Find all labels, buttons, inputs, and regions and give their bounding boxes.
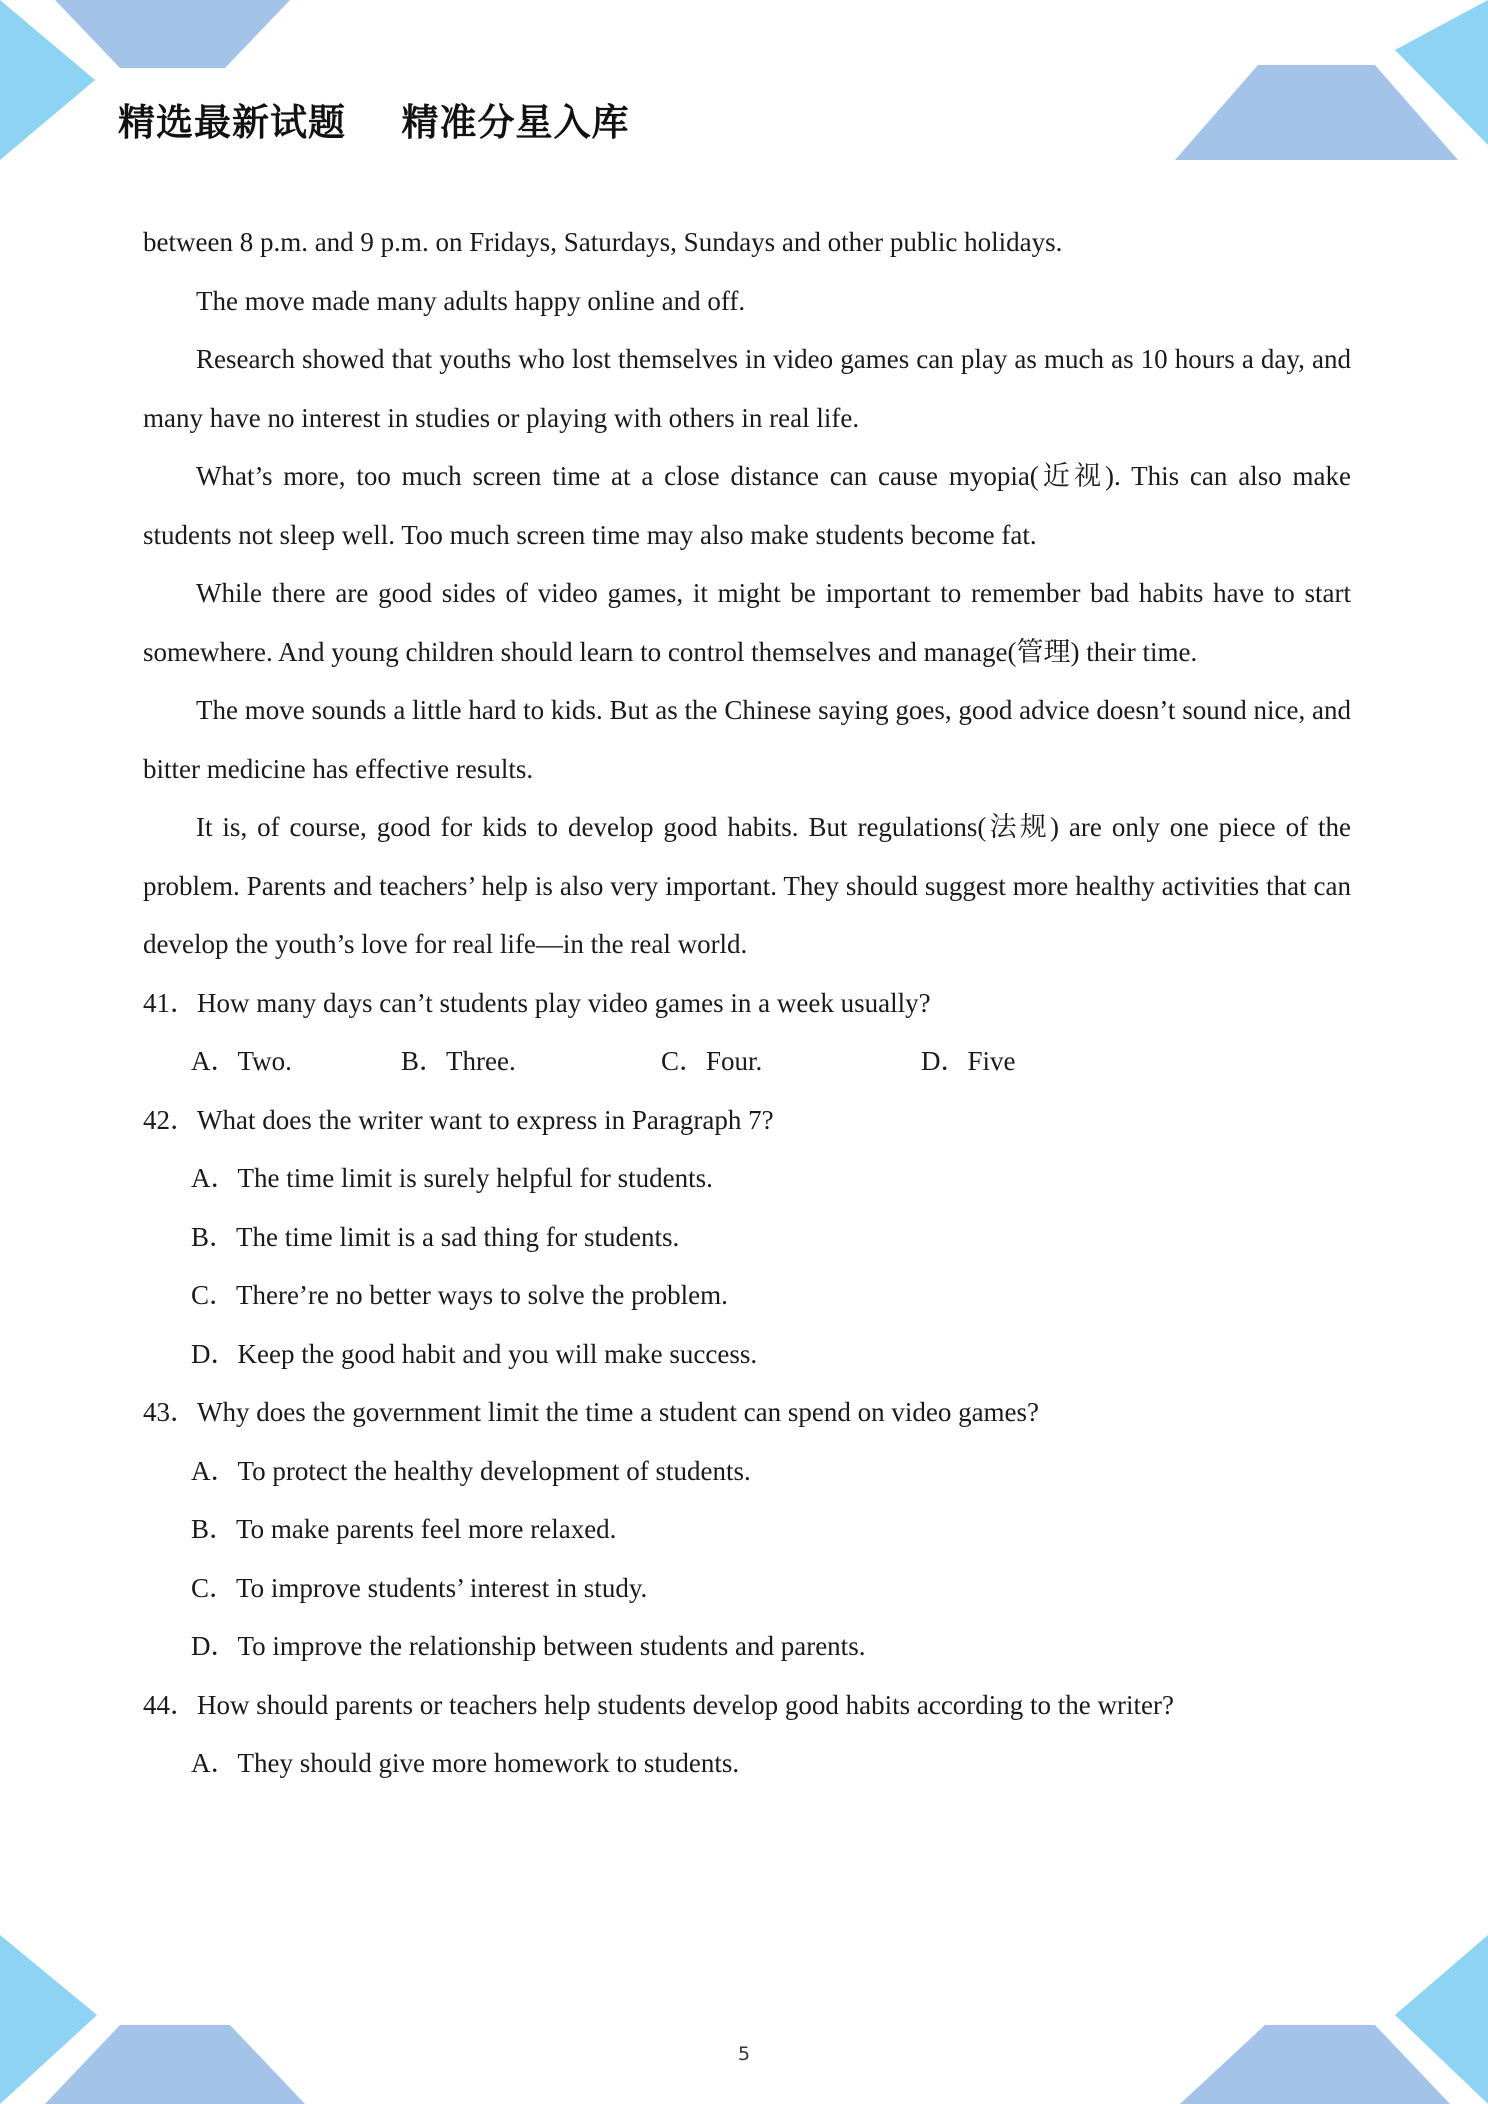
reading-passage [143, 213, 1351, 974]
option-a: A．The time limit is surely helpful for students. [191, 1163, 713, 1193]
passage-paragraph: Research showed that youths who lost themselves in video games can play as much as 10 hours a day, and many have no interest in studies or playing with others in real life. [143, 344, 1351, 433]
top-right-decoration [1175, 0, 1488, 160]
option-b: B．The time limit is a sad thing for students. [191, 1221, 680, 1252]
option-c: C．There’re no better ways to solve the problem. [191, 1280, 728, 1310]
page-content [143, 213, 1351, 1793]
question-43 [143, 1383, 1351, 1676]
bottom-right-decoration [1180, 1935, 1488, 2104]
options-row [143, 1032, 1351, 1091]
option-b: B．Three. [401, 1046, 516, 1076]
top-right-trapezoid [1175, 65, 1458, 160]
passage-paragraph: The move sounds a little hard to kids. But as the Chinese saying goes, good advice doesn’t sound nice, and bitter medicine has effective results. [143, 695, 1351, 784]
option-d: D．Five [921, 1046, 1016, 1076]
option-a: A．Two. [191, 1046, 292, 1076]
question-42 [143, 1091, 1351, 1384]
question-41 [143, 974, 1351, 1091]
bottom-left-decoration [0, 1935, 305, 2104]
bottom-right-triangle [1395, 1935, 1488, 2104]
header-title: 精选最新试题 精准分星入库 [118, 101, 630, 144]
passage-paragraph: What’s more, too much screen time at a close distance can cause myopia(近视). This can also make students not sleep well. Too much screen time may also make students become fat. [143, 461, 1351, 550]
passage-paragraph: between 8 p.m. and 9 p.m. on Fridays, Saturdays, Sundays and other public holidays. [143, 227, 1063, 257]
passage-paragraph: The move made many adults happy online and off. [196, 285, 746, 316]
top-left-triangle [0, 0, 95, 160]
option-d: D．Keep the good habit and you will make success. [191, 1338, 758, 1369]
question-stem: 41．How many days can’t students play video games in a week usually? [143, 987, 931, 1018]
option-d: D．To improve the relationship between students and parents. [191, 1631, 866, 1661]
passage-paragraph: It is, of course, good for kids to develop good habits. But regulations(法规) are only one piece of the problem. Parents and teachers’ help is also very important. They should suggest more healthy activities that can develop the youth’s love for real life—in the real world. [143, 812, 1351, 959]
question-44 [143, 1676, 1351, 1793]
page-number: 5 [737, 2043, 751, 2065]
top-right-triangle [1395, 0, 1488, 145]
option-a: A．To protect the healthy development of students. [191, 1455, 751, 1486]
question-stem: 43．Why does the government limit the time a student can spend on video games? [143, 1397, 1040, 1427]
option-c: C．To improve students’ interest in study. [191, 1572, 648, 1603]
question-stem: 42．What does the writer want to express in Paragraph 7? [143, 1104, 774, 1135]
passage-paragraph: While there are good sides of video games, it might be important to remember bad habits have to start somewhere. And young children should learn to control themselves and manage(管理) their time. [143, 578, 1351, 667]
bottom-left-triangle [0, 1935, 97, 2104]
option-a: A．They should give more homework to students. [191, 1748, 740, 1778]
option-c: C．Four. [661, 1046, 763, 1076]
top-left-trapezoid [55, 0, 290, 68]
question-stem: 44．How should parents or teachers help students develop good habits according to the writer? [143, 1689, 1174, 1720]
option-b: B．To make parents feel more relaxed. [191, 1514, 617, 1544]
